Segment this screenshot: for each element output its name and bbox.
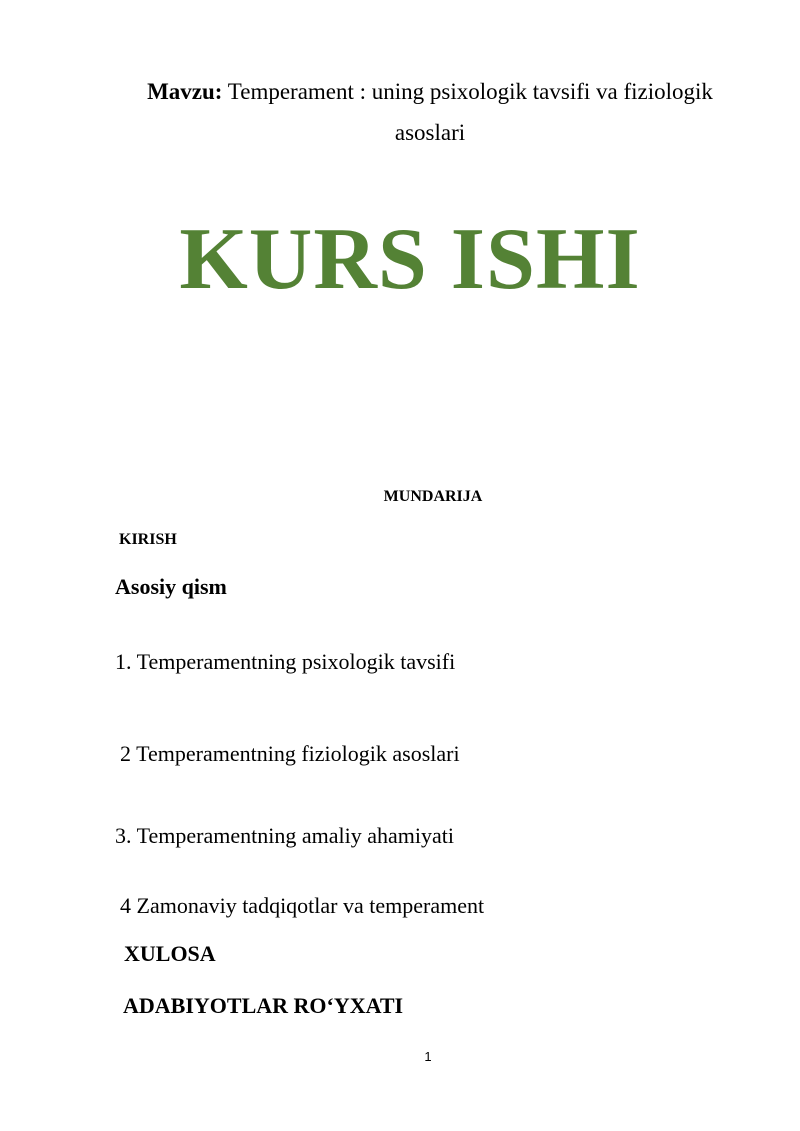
- contents-item: 4 Zamonaviy tadqiqotlar va temperament: [120, 893, 485, 918]
- contents-item: 2 Temperamentning fiziologik asoslari: [120, 741, 460, 766]
- contents-references: ADABIYOTLAR RO‘YXATI: [123, 993, 404, 1018]
- topic-text: Temperament : uning psixologik tavsifi va fiziologik: [222, 79, 713, 104]
- document-title: KURS ISHI: [179, 211, 641, 308]
- contents-main-part: Asosiy qism: [115, 574, 227, 599]
- contents-conclusion: XULOSA: [124, 941, 216, 966]
- contents-item: 1. Temperamentning psixologik tavsifi: [115, 649, 456, 674]
- page-number: 1: [424, 1049, 432, 1064]
- topic-label: Mavzu:: [147, 79, 223, 104]
- contents-item: 3. Temperamentning amaliy ahamiyati: [115, 823, 454, 848]
- contents-heading: MUNDARIJA: [383, 488, 483, 505]
- contents-intro: KIRISH: [119, 531, 177, 548]
- topic-line: [0, 76, 800, 108]
- topic-text-continued: asoslari: [394, 120, 466, 145]
